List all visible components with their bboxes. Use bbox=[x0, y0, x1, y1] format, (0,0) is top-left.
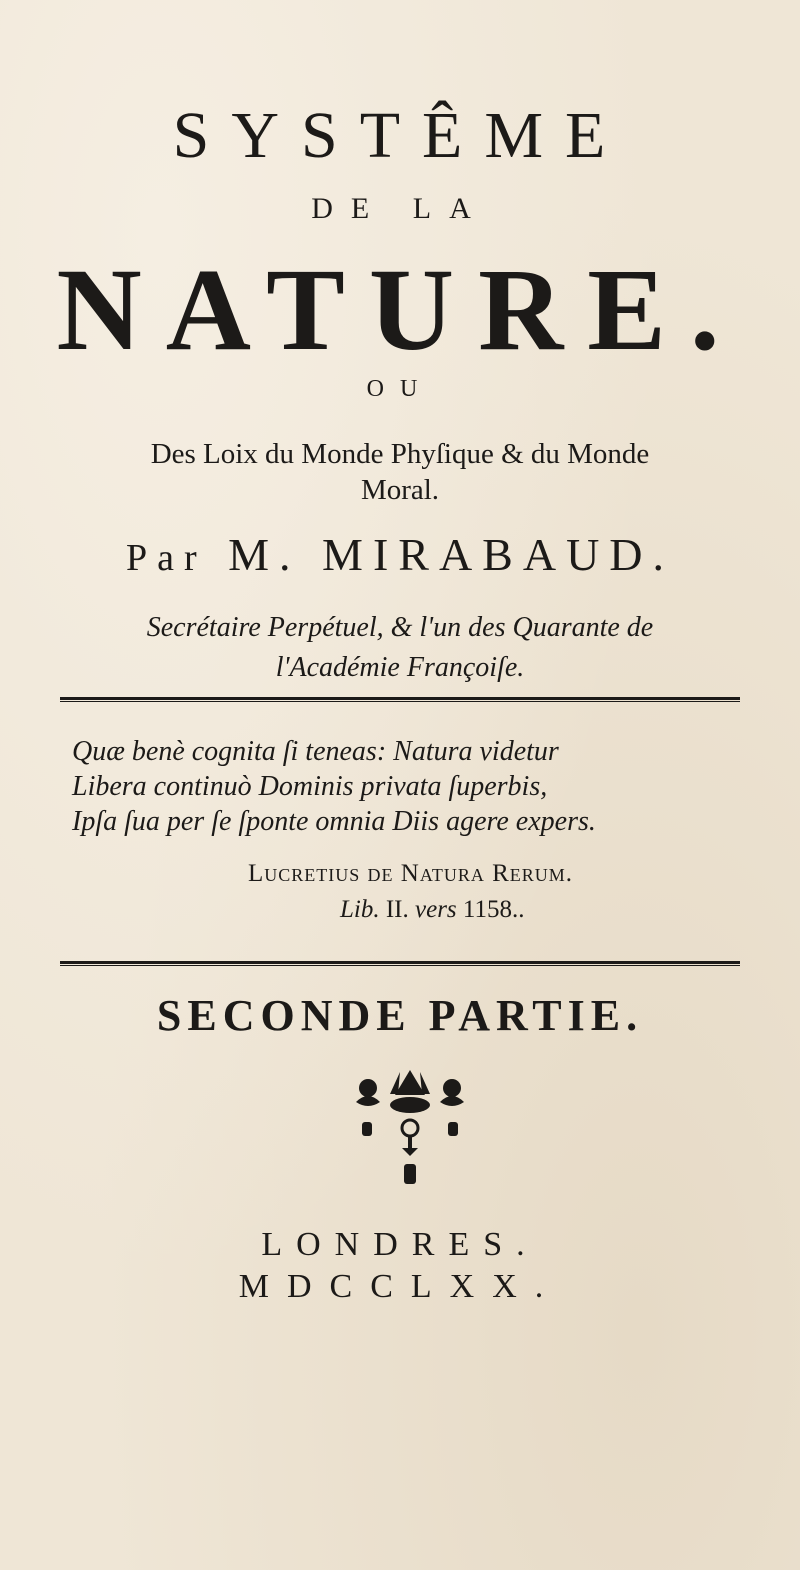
title-ou: OU bbox=[366, 376, 434, 402]
author-par: Par bbox=[125, 537, 207, 579]
part-heading: SECONDE PARTIE. bbox=[156, 991, 644, 1040]
epigraph-line: Libera continuò Dominis privata ſuperbis, bbox=[72, 771, 548, 802]
author-name: M. MIRABAUD. bbox=[228, 529, 675, 580]
title-de-la: DE LA bbox=[311, 192, 489, 225]
subtitle: Des Loix du Monde Phyſique & du Monde Moral. bbox=[150, 438, 650, 506]
ref-vers: vers bbox=[415, 896, 457, 923]
ref-book: II. bbox=[385, 896, 409, 923]
rule-top-thin bbox=[60, 701, 740, 702]
epigraph-reference bbox=[340, 896, 525, 924]
epigraph-line: Ipſa ſua per ſe ſponte omnia Diis agere expers. bbox=[72, 806, 596, 837]
rule-top bbox=[60, 697, 740, 700]
author-description: Secrétaire Perpétuel, & l'un des Quarante de l'Académie Françoiſe. bbox=[146, 612, 654, 683]
rule-bottom bbox=[60, 961, 740, 964]
epigraph-source: Lucretius de Natura Rerum. bbox=[248, 860, 574, 887]
imprint-place: LONDRES. bbox=[261, 1226, 539, 1263]
epigraph bbox=[72, 734, 732, 839]
author-line bbox=[0, 528, 800, 581]
epigraph-line: Quæ benè cognita ſi teneas: Natura videtur bbox=[72, 736, 559, 767]
title-nature: NATURE. bbox=[56, 244, 744, 375]
ref-num: 1158.. bbox=[462, 896, 525, 923]
title-systeme: SYSTÊME bbox=[172, 99, 628, 172]
rule-bottom-thin bbox=[60, 965, 740, 966]
ref-lib: Lib. bbox=[340, 896, 380, 923]
printers-ornament-icon bbox=[340, 1060, 480, 1200]
imprint-year: MDCCLXX. bbox=[238, 1268, 562, 1305]
